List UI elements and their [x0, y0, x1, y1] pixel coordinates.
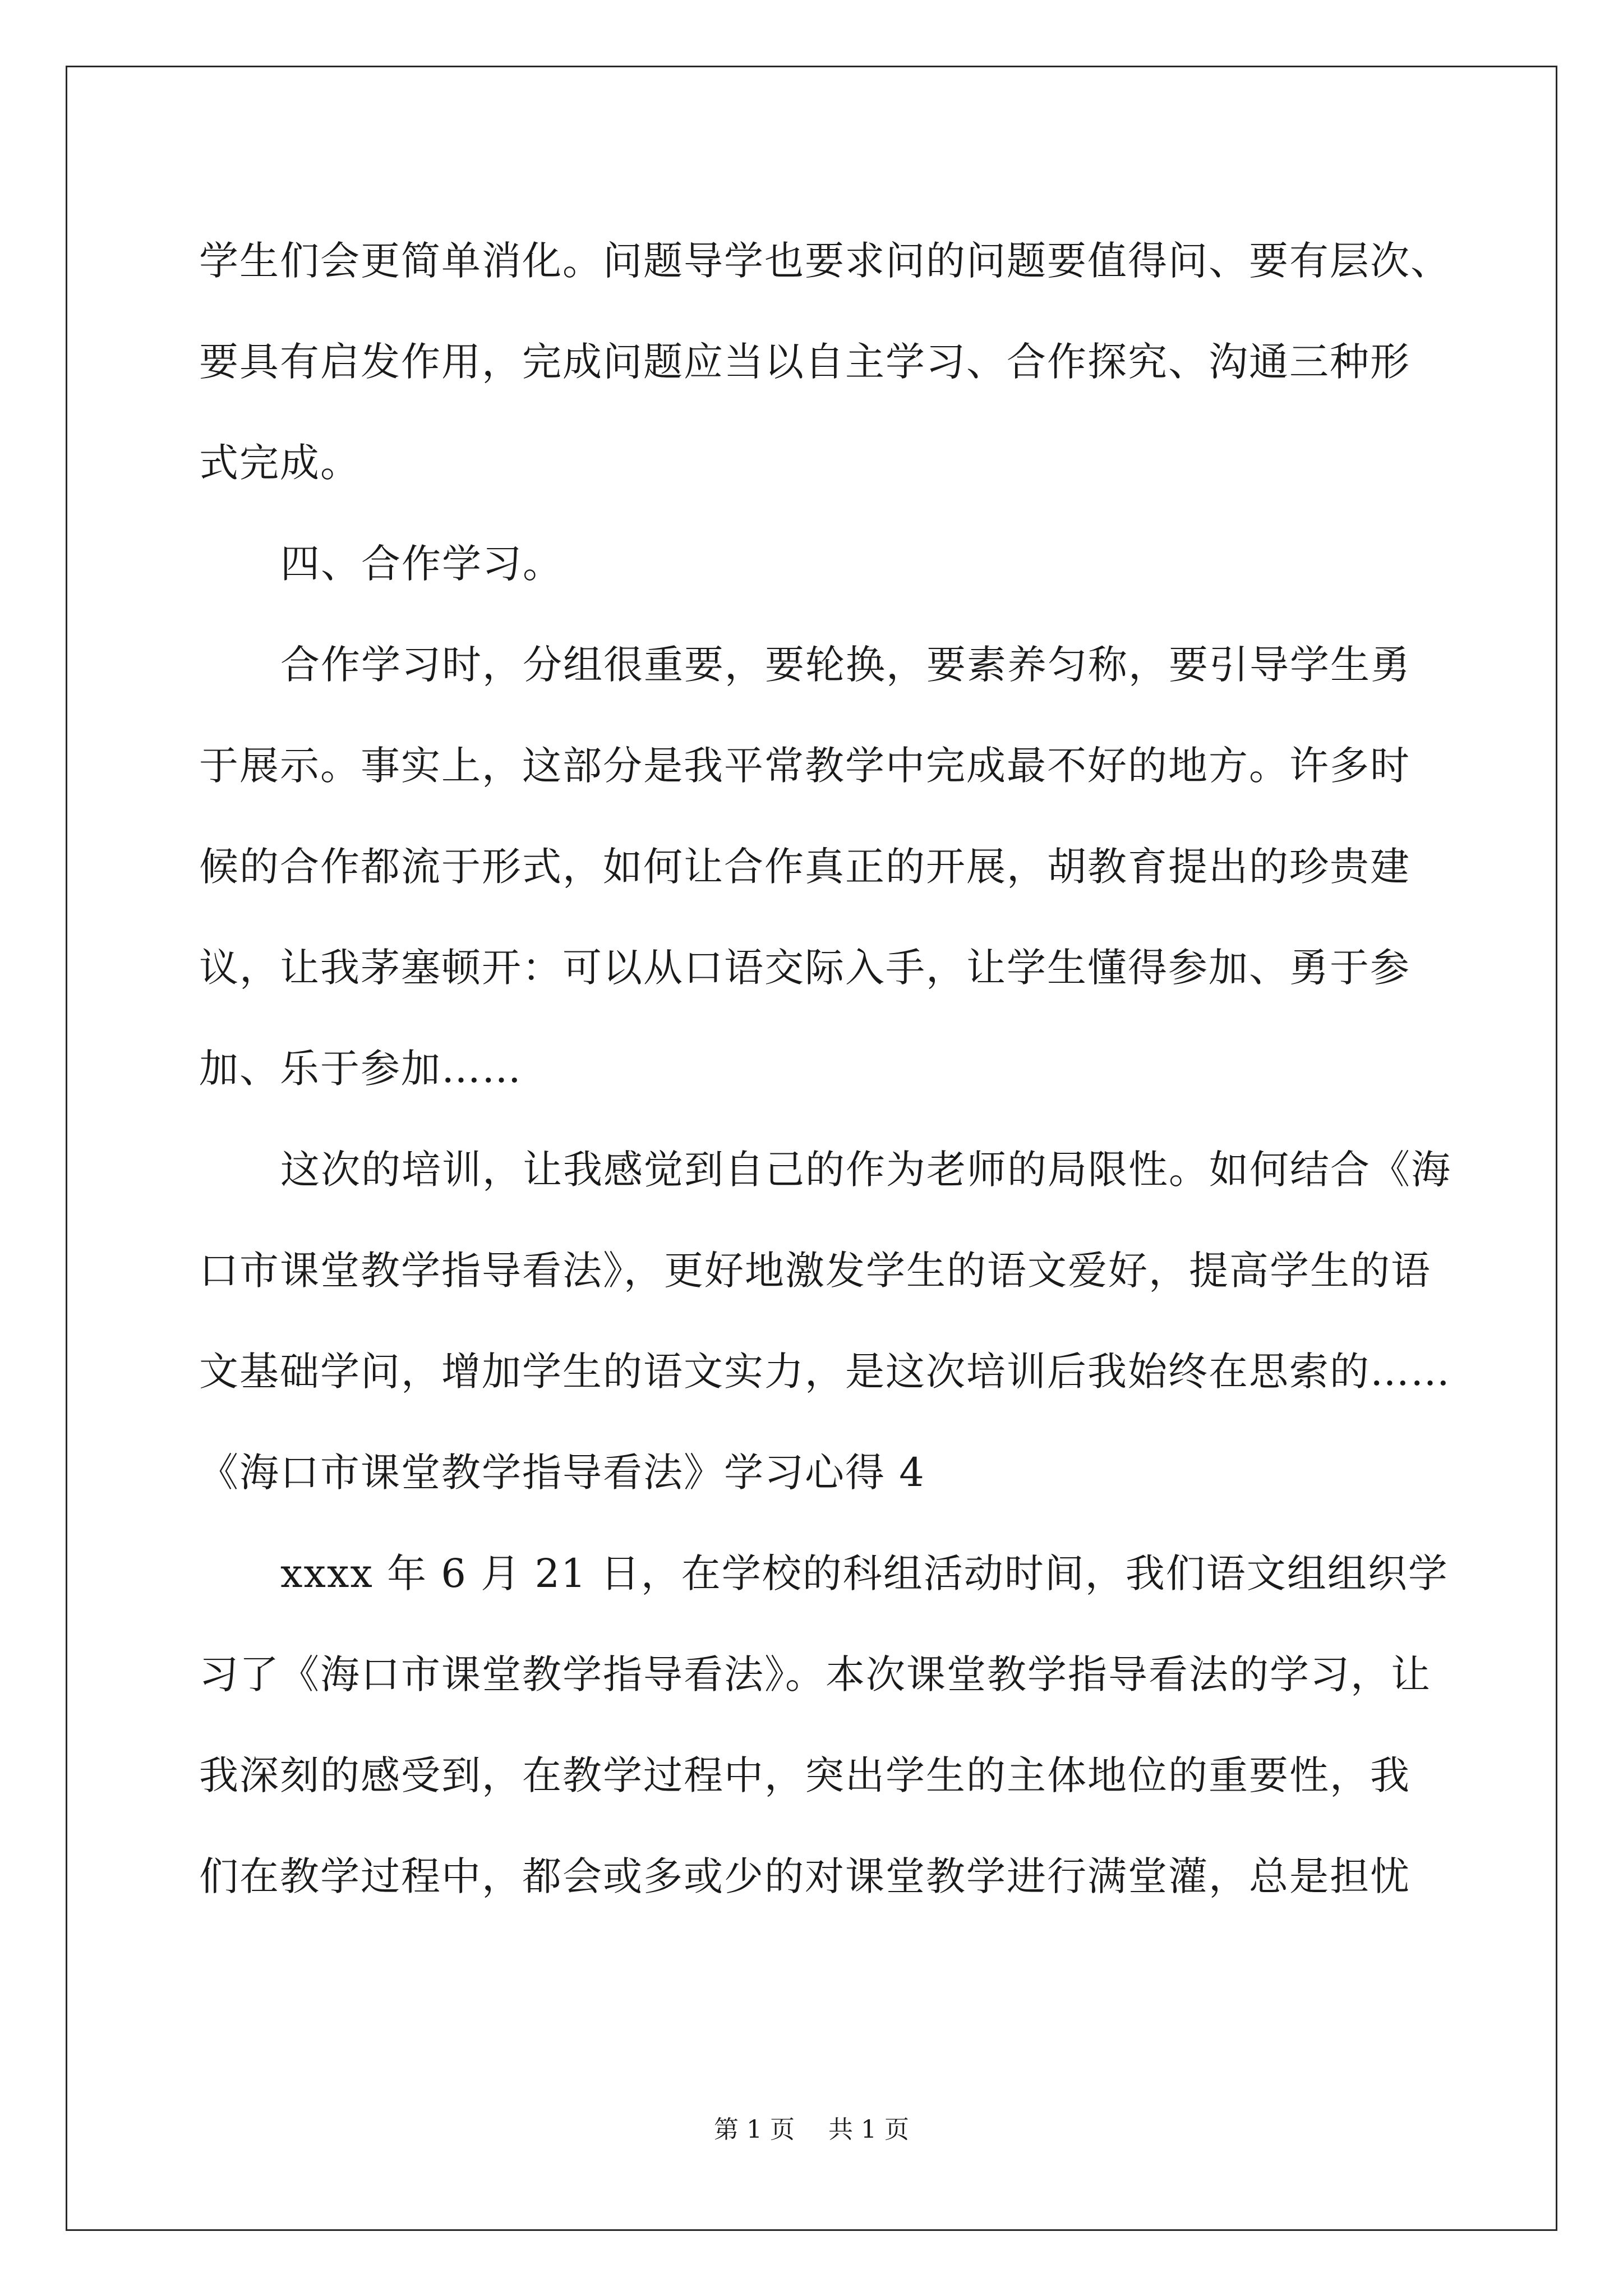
text-line: xxxx 年 6 月 21 日，在学校的科组活动时间，我们语文组组织学	[280, 1550, 1449, 1596]
text-line: 学生们会更简单消化。问题导学也要求问的问题要值得问、要有层次、	[199, 238, 1451, 284]
text-line: 式完成。	[199, 440, 361, 486]
text-line: 要具有启发作用，完成问题应当以自主学习、合作探究、沟通三种形	[199, 339, 1410, 385]
page-total: 共 1 页	[828, 2115, 909, 2144]
text-line: 我深刻的感受到，在教学过程中，突出学生的主体地位的重要性，我	[199, 1752, 1410, 1798]
page-footer	[0, 2109, 1623, 2145]
text-line: 加、乐于参加……	[199, 1046, 522, 1092]
text-line: 这次的培训，让我感觉到自己的作为老师的局限性。如何结合《海	[280, 1147, 1451, 1193]
text-line: 议，让我茅塞顿开：可以从口语交际入手，让学生懂得参加、勇于参	[199, 945, 1410, 991]
text-line: 文基础学问，增加学生的语文实力，是这次培训后我始终在思索的……	[199, 1349, 1451, 1395]
text-line: 于展示。事实上，这部分是我平常教学中完成最不好的地方。许多时	[199, 743, 1410, 789]
page-number: 第 1 页	[714, 2115, 795, 2144]
article-title: 《海口市课堂教学指导看法》学习心得 4	[199, 1450, 925, 1496]
text-line: 习了《海口市课堂教学指导看法》。本次课堂教学指导看法的学习，让	[199, 1651, 1431, 1697]
text-line: 候的合作都流于形式，如何让合作真正的开展，胡教育提出的珍贵建	[199, 844, 1410, 890]
text-line: 们在教学过程中，都会或多或少的对课堂教学进行满堂灌，总是担忧	[199, 1853, 1410, 1899]
text-line: 口市课堂教学指导看法》，更好地激发学生的语文爱好，提高学生的语	[199, 1248, 1431, 1294]
document-body	[199, 210, 1451, 1927]
section-heading: 四、合作学习。	[280, 541, 563, 587]
text-line: 合作学习时，分组很重要，要轮换，要素养匀称，要引导学生勇	[280, 642, 1411, 688]
